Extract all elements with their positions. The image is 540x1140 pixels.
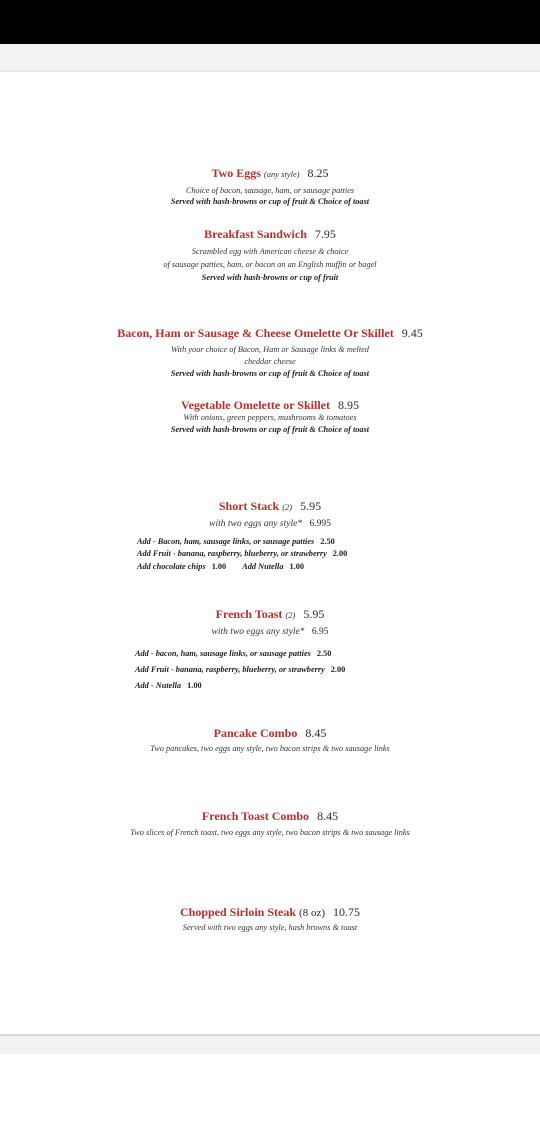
- addon-price: 2.00: [332, 549, 348, 558]
- menu-page: [0, 72, 540, 1036]
- item-price: 9.45: [401, 326, 423, 340]
- addon-price: 2.00: [330, 665, 346, 674]
- addon-label: Add Fruit - banana, raspberry, blueberry, or strawberry: [137, 549, 327, 558]
- addon-price: 2.50: [320, 537, 335, 546]
- addon-line: [135, 665, 345, 674]
- item-price: 7.95: [314, 227, 336, 241]
- item-description: Choice of bacon, sausage, ham, or sausage patties: [185, 186, 355, 195]
- item-name: Short Stack: [218, 499, 280, 513]
- item-name: Vegetable Omelette or Skillet: [181, 398, 330, 412]
- item-name: Two Eggs: [211, 166, 261, 180]
- item-description: Served with two eggs any style, hash browns & toast: [182, 923, 358, 932]
- item-description: of sausage patties, ham, or bacon on an English muffin or bagel: [163, 260, 377, 269]
- addon-label: Add - Nutella: [135, 681, 182, 690]
- addon-line: [137, 537, 335, 546]
- item-note: (2): [282, 502, 293, 512]
- item-name: Bacon, Ham or Sausage & Cheese Omelette Or Skillet: [117, 326, 394, 340]
- chopped-sirloin-header: [0, 905, 540, 920]
- item-name: Pancake Combo: [213, 726, 298, 740]
- addon-price: 1.00: [187, 681, 202, 690]
- item-description: Two slices of French toast, two eggs any style, two bacon strips & two sausage links: [130, 828, 410, 837]
- item-price: 8.95: [337, 398, 359, 412]
- item-price: 5.95: [303, 607, 325, 621]
- option-label: with two eggs any style*: [209, 519, 303, 529]
- vegetable-omelette-header: [0, 398, 540, 413]
- addon-price: 1.00: [211, 562, 227, 571]
- item-description: Scrambled egg with American cheese & choice: [191, 247, 349, 256]
- item-description: With onions, green peppers, mushrooms & tomatoes: [183, 413, 357, 422]
- item-price: 10.75: [333, 905, 360, 919]
- option-price: 6.995: [309, 519, 331, 529]
- item-name: Breakfast Sandwich: [204, 227, 307, 241]
- item-served-with: Served with hash-browns or cup of fruit & Choice of toast: [170, 425, 370, 434]
- item-served-with: Served with hash-browns or cup of fruit & Choice of toast: [170, 369, 370, 378]
- item-description: Two pancakes, two eggs any style, two bacon strips & two sausage links: [150, 744, 390, 753]
- addon-price: 2.50: [316, 649, 332, 658]
- addon-line: [135, 681, 202, 690]
- item-description: With your choice of Bacon, Ham or Sausage links & melted: [171, 345, 369, 354]
- addon-line: [135, 649, 331, 658]
- item-price: 8.45: [317, 809, 339, 823]
- omelette-header: [0, 326, 540, 341]
- addon-label: Add Nutella: [242, 562, 284, 571]
- viewer-top-margin: [0, 44, 540, 72]
- addon-label: Add - bacon, ham, sausage links, or sausage patties: [135, 649, 311, 658]
- item-description: cheddar cheese: [244, 357, 296, 366]
- item-price: 8.45: [305, 726, 327, 740]
- two-eggs-header: [0, 166, 540, 181]
- item-price: 8.25: [307, 166, 329, 180]
- short-stack-header: [0, 499, 540, 514]
- with-eggs-option: [0, 627, 540, 637]
- addon-line: [137, 562, 304, 571]
- item-served-with: Served with hash-browns or cup of fruit: [201, 273, 339, 282]
- viewer-bottom-margin: [0, 1036, 540, 1054]
- item-name: French Toast Combo: [201, 809, 310, 823]
- addon-line: [137, 549, 347, 558]
- option-label: with two eggs any style*: [211, 627, 305, 637]
- french-toast-header: [0, 607, 540, 622]
- breakfast-sandwich-header: [0, 227, 540, 242]
- option-price: 6.95: [311, 627, 329, 637]
- item-served-with: Served with hash-browns or cup of fruit & Choice of toast: [170, 197, 370, 206]
- with-eggs-option: [0, 519, 540, 529]
- item-note: (8 oz): [299, 907, 325, 919]
- addon-label: Add chocolate chips: [137, 562, 206, 571]
- item-price: 5.95: [300, 499, 322, 513]
- addon-price: 1.00: [289, 562, 305, 571]
- addon-label: Add - Bacon, ham, sausage links, or sausage patties: [137, 537, 315, 546]
- pancake-combo-header: [0, 726, 540, 741]
- item-note: (any style): [263, 169, 300, 179]
- item-note: (2): [285, 610, 296, 620]
- item-name: French Toast: [215, 607, 283, 621]
- french-toast-combo-header: [0, 809, 540, 824]
- top-status-bar: [0, 0, 540, 44]
- addon-label: Add Fruit - banana, raspberry, blueberry, or strawberry: [135, 665, 325, 674]
- item-name: Chopped Sirloin Steak: [179, 905, 297, 919]
